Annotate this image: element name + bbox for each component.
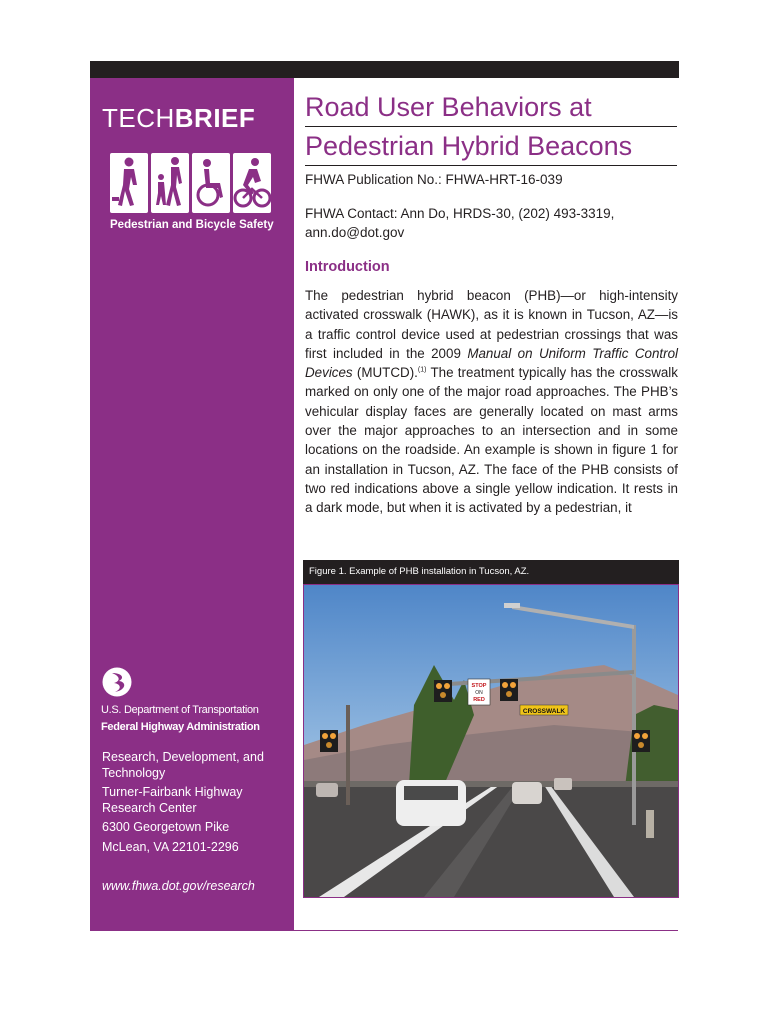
usdot-logo-icon <box>102 667 132 702</box>
address-line: McLean, VA 22101-2296 <box>102 839 239 854</box>
techbrief-logo <box>102 103 255 134</box>
dept-name: U.S. Department of Transportation <box>101 704 259 716</box>
contact-info: FHWA Contact: Ann Do, HRDS-30, (202) 493-3319, ann.do@dot.gov <box>305 206 615 240</box>
page-title <box>305 88 677 166</box>
agency-name: Federal Highway Administration <box>101 721 260 733</box>
techbrief-tech: TECH <box>102 103 175 133</box>
intro-text-2: (MUTCD). <box>352 365 418 381</box>
website-link[interactable]: www.fhwa.dot.gov/research <box>102 879 255 893</box>
intro-text-3: The treatment typically has the crosswalk marked on only one of the major road approaches. The PHB’s vehicular display faces are generally located on mast arms over the major approaches to an intersection and in some locations on the roadside. An example is shown in figure 1 for an installation in Tucson, AZ. The face of the PHB consists of two red indications above a single yellow indication. It rests in a dark mode, but when it is activated by a pedestrian, it <box>305 365 678 516</box>
title-line-2: Pedestrian Hybrid Beacons <box>305 127 677 166</box>
stop-sign-line2: ON <box>475 690 483 696</box>
techbrief-brief: BRIEF <box>174 103 256 133</box>
section-heading: Introduction <box>305 259 390 275</box>
footnote-ref: (1) <box>417 366 427 374</box>
bicycle-icon <box>233 153 271 213</box>
figure-photo <box>303 584 679 898</box>
program-label: Pedestrian and Bicycle Safety <box>110 219 274 231</box>
wheelchair-icon <box>192 153 230 213</box>
address-line: Turner-Fairbank Highway Research Center <box>102 785 243 815</box>
intro-italic-title: Manual on Uniform Traffic Control Devices <box>305 345 678 381</box>
bottom-rule <box>294 930 678 931</box>
pedestrian-crossing-icon <box>110 153 148 213</box>
address-block <box>102 750 287 855</box>
intro-text-1: The pedestrian hybrid beacon (PHB)—or high-intensity activated crosswalk (HAWK), as it is known in Tucson, AZ—is a traffic control device used at pedestrian crossings that was first included in the 2009 <box>305 288 678 361</box>
address-line: 6300 Georgetown Pike <box>102 820 230 834</box>
address-line: Research, Development, and Technology <box>102 750 264 780</box>
intro-paragraph <box>305 286 678 518</box>
figure-caption: Figure 1. Example of PHB installation in Tucson, AZ. <box>309 566 530 577</box>
adult-child-walking-icon <box>151 153 189 213</box>
top-bar <box>90 61 679 78</box>
stop-sign-line1: STOP <box>471 683 487 689</box>
title-line-1: Road User Behaviors at <box>305 88 677 127</box>
crosswalk-sign: CROSSWALK <box>522 708 566 715</box>
stop-sign-line3: RED <box>473 697 485 703</box>
publication-number: FHWA Publication No.: FHWA-HRT-16-039 <box>305 172 563 187</box>
